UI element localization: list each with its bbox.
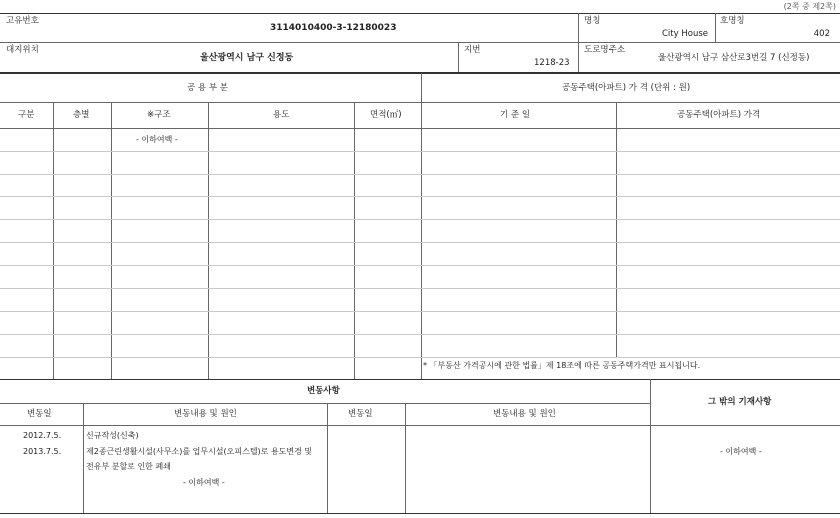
col-floor: 층별: [73, 110, 90, 120]
col-apartment-price: 공동주택(아파트) 가격: [677, 110, 761, 120]
price-footnote: * 「부동산 가격공시에 관한 법률」제 18조에 따른 공동주택가격만 표시됩니다.: [423, 361, 701, 370]
common-empty-note: - 이하여백 -: [136, 135, 178, 144]
change-date: 2012.7.5.: [23, 431, 62, 440]
col-base-date: 기 준 일: [500, 110, 531, 120]
changes-col-content-1: 변동내용 및 원인: [174, 409, 237, 419]
price-section-title: 공동주택(아파트) 가 격 (단위 : 원): [562, 83, 691, 93]
unit-label: 호명칭: [720, 16, 745, 26]
col-structure: ※구조: [147, 110, 171, 120]
site-label: 대지위치: [6, 45, 39, 55]
other-section-title: 그 밖의 기재사항: [708, 397, 772, 407]
unique-no-label: 고유번호: [6, 16, 39, 26]
other-empty-note: - 이하여백 -: [720, 447, 762, 456]
unit-value: 402: [813, 29, 830, 39]
change-content: 신규작성(신축): [86, 431, 139, 440]
road-label: 도로명주소: [584, 45, 626, 55]
changes-col-content-2: 변동내용 및 원인: [493, 409, 556, 419]
lot-value: 1218-23: [534, 58, 570, 68]
change-content: 전유부 분할로 인한 폐쇄: [86, 462, 171, 471]
name-value: City House: [662, 29, 708, 39]
lot-label: 지번: [464, 45, 481, 55]
change-date: 2013.7.5.: [23, 447, 62, 456]
road-value: 울산광역시 남구 삼산로3번길 7 (신정동): [658, 53, 810, 63]
unique-no-value: 3114010400-3-12180023: [270, 23, 397, 33]
changes-section-title: 변동사항: [307, 386, 340, 396]
col-area: 면적(㎡): [370, 110, 402, 120]
changes-col-date-2: 변동일: [348, 409, 373, 419]
page-indicator: (2쪽 중 제2쪽): [783, 2, 836, 11]
changes-empty-note: - 이하여백 -: [183, 478, 225, 487]
col-usage: 용도: [273, 110, 290, 120]
common-section-title: 공 용 부 분: [187, 83, 228, 93]
col-gubun: 구분: [18, 110, 35, 120]
site-value: 울산광역시 남구 신정동: [200, 53, 294, 63]
change-content: 제2종근린생활시설(사무소)를 업무시설(오피스텔)로 용도변경 및: [86, 447, 313, 456]
name-label: 명칭: [584, 16, 601, 26]
changes-col-date-1: 변동일: [27, 409, 52, 419]
